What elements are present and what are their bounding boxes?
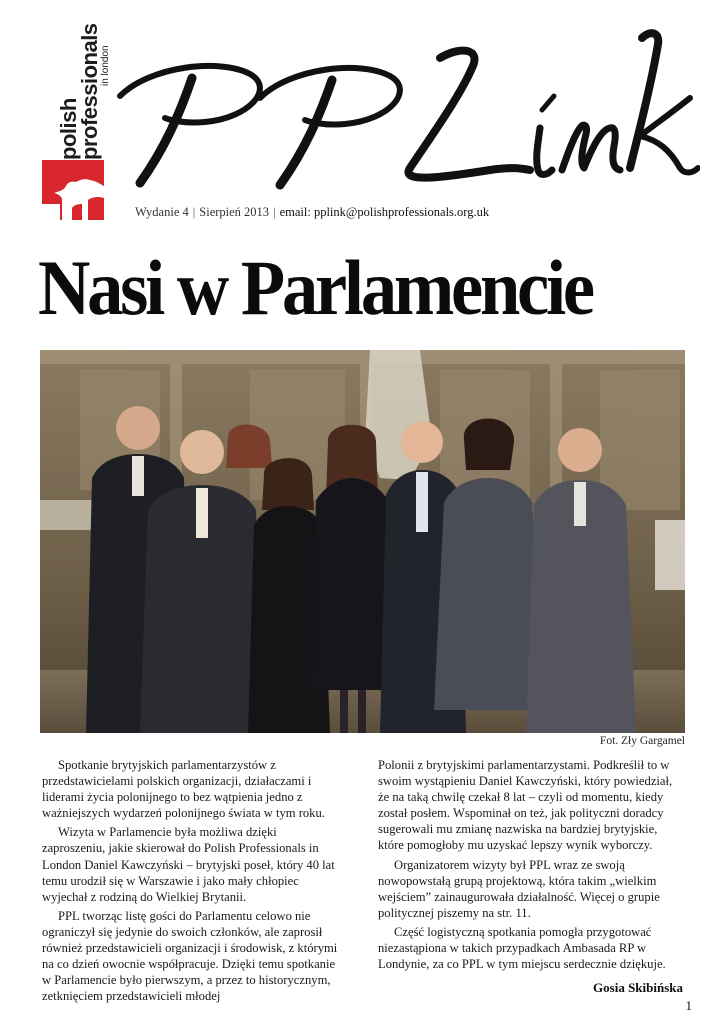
logo-line-polish: polish xyxy=(56,98,81,160)
logo-line-professionals: professionals xyxy=(77,23,102,160)
article-paragraph: Część logistyczną spotkania pomogła przygotować niezastąpiona w takich przypadkach Ambasada RP w Londynie, za co PPL w tym miejscu serdecznie dziękuje. xyxy=(378,924,666,972)
logo-line-in-london: in london xyxy=(100,45,111,86)
photo-caption: Fot. Zły Gargamel xyxy=(599,735,685,747)
issue-edition: Wydanie 4 xyxy=(135,205,189,219)
article-column-left xyxy=(42,757,342,1007)
issue-date: Sierpień 2013 xyxy=(199,205,270,219)
masthead-logo xyxy=(110,18,700,193)
article-paragraph: Wizyta w Parlamencie była możliwa dzięki zaproszeniu, jakie skierował do Polish Professionals in London Daniel Kawczyński – brytyjski poseł, który 40 lat temu urodził się w Warszawie i jako mały chłopiec wyjechał z rodziną do Wielkiej Brytanii. xyxy=(42,825,335,904)
article-column-right xyxy=(378,757,683,975)
issue-info: Wydanie 4 | Sierpień 2013 | email: pplink@polishprofessionals.org.uk xyxy=(135,205,490,219)
article-paragraph: Spotkanie brytyjskich parlamentarzystów z przedstawicielami polskich organizacji, działaczami i liderami życia polonijnego to bez wątpienia jedno z ważniejszych wydarzeń polonijnego świata w tym roku. xyxy=(42,758,325,821)
article-headline: Nasi w Parlamencie xyxy=(38,244,592,331)
article-paragraph: Organizatorem wizyty był PPL wraz ze swoją nowopowstałą grupą projektową, która takim „wielkim wejściem” zainaugurowała działalność. Więcej o grupie politycznej piszemy na str. 11. xyxy=(378,857,660,920)
page-number: 1 xyxy=(685,998,692,1013)
group-photo-illustration xyxy=(40,350,685,733)
logo-emblem-icon xyxy=(42,160,104,220)
issue-email[interactable]: email: pplink@polishprofessionals.org.uk xyxy=(279,205,490,219)
article-paragraph: Polonii z brytyjskimi parlamentarzystami. Podkreślił to w swoim wystąpieniu Daniel Kawczyński, który powiedział, że na taką chwilę czekał 8 lat – czyli od momentu, kiedy został posłem. Wspominał on też, jak polityczni doradcy sugerowali mu zmianę nazwiska na bardziej brytyjskie, które pomogłoby mu uzyskać lepszy wynik wyborczy. xyxy=(378,758,673,853)
article-photo xyxy=(40,350,685,733)
article-author: Gosia Skibińska xyxy=(593,980,683,995)
article-paragraph: PPL tworząc listę gości do Parlamentu celowo nie ograniczył się jedynie do swoich członków, ale zaprosił również przedstawicieli organizacji i środowisk, z którymi na co dzień owocnie współpracuje. Dzięki temu spotkanie w Parlamencie było pierwszym, a przez to historycznym, zetknięciem przedstawicieli młodej xyxy=(42,908,338,1004)
